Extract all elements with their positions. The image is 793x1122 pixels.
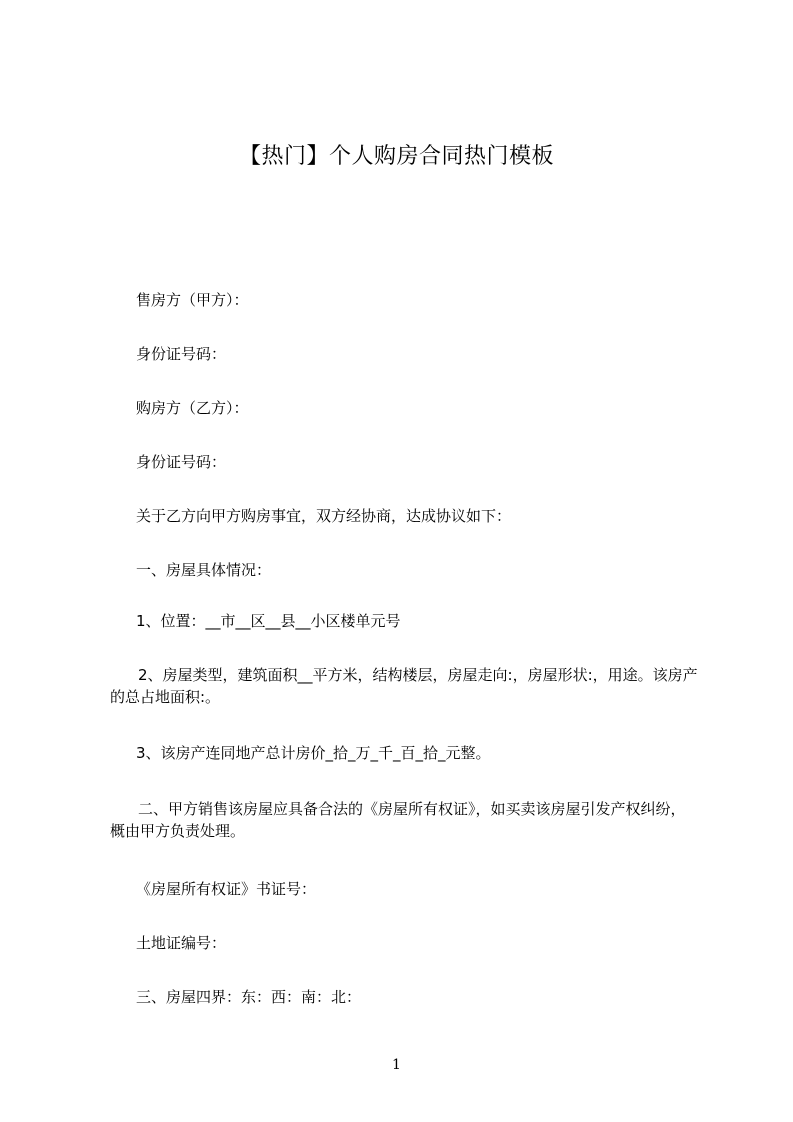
paragraph-buyer-id: 身份证号码：	[136, 453, 227, 471]
paragraph-certificate-number: 《房屋所有权证》书证号：	[136, 880, 317, 898]
clause-1-1: 1、位置：__市__区__县__小区楼单元号	[136, 612, 401, 630]
section-1-heading: 一、房屋具体情况：	[136, 561, 272, 579]
paragraph-seller: 售房方（甲方）：	[136, 291, 249, 309]
paragraph-land-certificate: 土地证编号：	[136, 934, 227, 952]
clause-1-3: 3、该房产连同地产总计房价_拾_万_千_百_拾_元整。	[136, 744, 491, 762]
paragraph-intro: 关于乙方向甲方购房事宜，双方经协商，达成协议如下：	[136, 507, 512, 525]
paragraph-buyer: 购房方（乙方）：	[136, 399, 249, 417]
section-2: 二、甲方销售该房屋应具备合法的《房屋所有权证》，如买卖该房屋引发产权纠纷，概由甲方负责处理。	[110, 800, 686, 840]
clause-1-2: 2、房屋类型，建筑面积__平方米，结构楼层，房屋走向:，房屋形状:，用途。该房产的总占地面积:。	[110, 666, 698, 706]
paragraph-seller-id: 身份证号码：	[136, 345, 227, 363]
document-title: 【热门】个人购房合同热门模板	[238, 144, 554, 169]
section-3: 三、房屋四界：东：西：南：北：	[136, 988, 362, 1006]
page-number: 1	[392, 1057, 401, 1073]
